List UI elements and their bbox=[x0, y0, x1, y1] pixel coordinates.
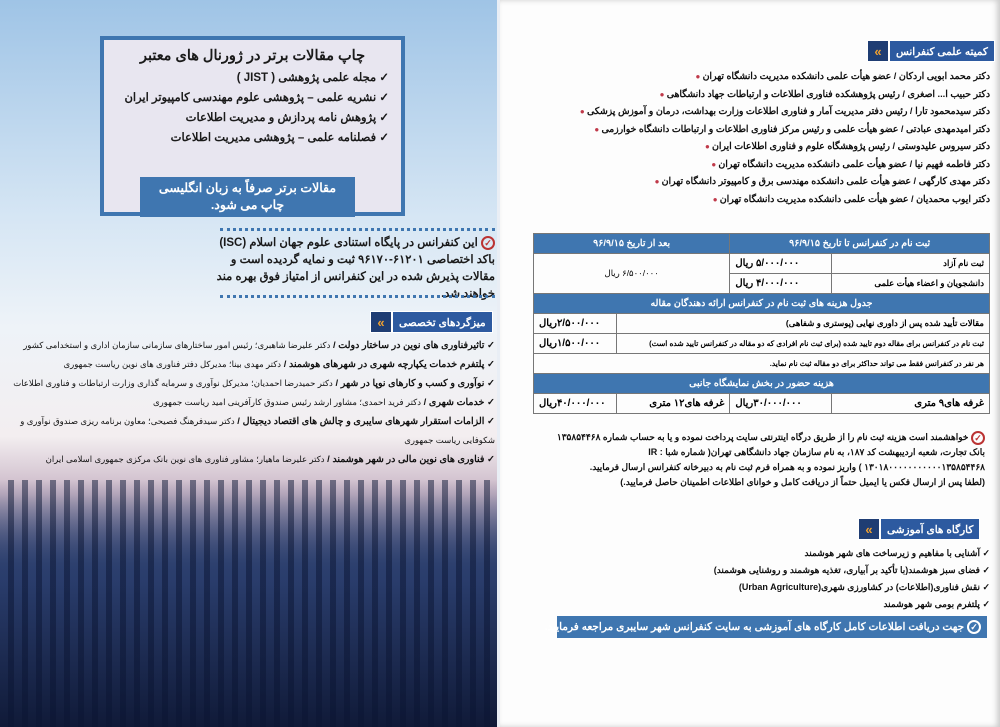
journal-item: ✓ فصلنامه علمی – پژوهشی مدیریت اطلاعات bbox=[116, 128, 389, 148]
committee-member: دکتر حبیب ا... اصغری / رئیس پژوهشکده فناوری اطلاعات و ارتباطات جهاد دانشگاهی ● bbox=[508, 86, 990, 104]
panel-item: ✓ خدمات شهری / دکتر فرید احمدی؛ مشاور ارشد رئیس صندوق کارآفرینی امید ریاست جمهوری bbox=[153, 397, 495, 408]
double-chevron-icon: « bbox=[867, 40, 889, 62]
isc-note-text: این کنفرانس در پایگاه استنادی علوم جهان اسلام (ISC) باکد اختصاصی ۶۱۲۰۱-۹۶۱۷۰ ثبت و نمایه گردیده است و مقالات پذیرش شده در این کنفرانس از امتیاز فوق بهره مند خواهند شد. bbox=[216, 237, 495, 300]
panel-item: ✓ فناوری های نوین مالی در شهر هوشمند / دکتر علیرضا ماهیار؛ مشاور فناوری های نوین بانک مرکزی جمهوری اسلامی ایران bbox=[45, 454, 495, 465]
city-skyline-image bbox=[0, 480, 497, 727]
free-label: ثبت نام آزاد bbox=[831, 254, 989, 274]
check-circle-icon: ✓ bbox=[481, 236, 495, 250]
workshop-item: ✓ فضای سبز هوشمند(با تأکید بر آبیاری، تغذیه هوشمند و روشنایی هوشمند) bbox=[560, 562, 990, 579]
committee-member: دکتر سیدمحمود تارا / رئیس دفتر مدیریت آمار و فناوری اطلاعات وزارت بهداشت، درمان و آموزش پزشکی ● bbox=[508, 103, 990, 121]
journal-item: ✓ مجله علمی پژوهشی ( JIST ) bbox=[116, 68, 389, 88]
check-circle-icon: ✓ bbox=[971, 431, 985, 445]
booth9-amount: ۳۰/۰۰۰/۰۰۰ریال bbox=[730, 394, 832, 414]
workshop-item: ✓ پلتفرم بومی شهر هوشمند bbox=[560, 596, 990, 613]
committee-member: دکتر امیدمهدی عبادتی / عضو هیأت علمی و رئیس مرکز فناوری اطلاعات و ارتباطات دانشگاه خوارزمی ● bbox=[508, 121, 990, 139]
double-chevron-icon: « bbox=[858, 518, 880, 540]
double-chevron-icon: « bbox=[370, 311, 392, 333]
left-page bbox=[0, 0, 497, 727]
booth12-amount: ۴۰/۰۰۰/۰۰۰ریال bbox=[534, 394, 617, 414]
student-amount: ۴/۰۰۰/۰۰۰ ریال bbox=[730, 274, 832, 294]
dotted-divider bbox=[220, 295, 495, 298]
second-amount: ۱/۵۰۰/۰۰۰ریال bbox=[534, 334, 617, 354]
authors-header: جدول هزینه های ثبت نام در کنفرانس ارائه دهندگان مقاله bbox=[534, 294, 990, 314]
committee-member: دکتر محمد ابویی اردکان / عضو هیأت علمی دانشکده مدیریت دانشگاه تهران ● bbox=[508, 68, 990, 86]
panels-list bbox=[5, 336, 495, 469]
panel-item: ✓ تاثیرفناوری های نوین در ساختار دولت / دکتر علیرضا شاهبری؛ رئیس امور ساختارهای سازمانی سازمان اداری و استخدامی کشور bbox=[23, 340, 495, 351]
workshop-item: ✓ نقش فناوری(اطلاعات) در کشاورزی شهری(Urban Agriculture) bbox=[560, 579, 990, 596]
panels-title: میزگردهای تخصصی bbox=[392, 311, 493, 333]
workshops-banner bbox=[544, 616, 987, 638]
committee-member: دکتر سیروس علیدوستی / رئیس پژوهشگاه علوم و فناوری اطلاعات ایران ● bbox=[508, 138, 990, 156]
payment-note bbox=[545, 430, 985, 490]
workshops-title: کارگاه های آموزشی bbox=[880, 518, 980, 540]
journal-item: ✓ پژوهش نامه پردازش و مدیریت اطلاعات bbox=[116, 108, 389, 128]
workshops-list bbox=[560, 545, 990, 613]
dotted-divider bbox=[220, 228, 495, 231]
journals-title: چاپ مقالات برتر در ژورنال های معتبر bbox=[139, 48, 366, 64]
student-label: دانشجویان و اعضاء هیأت علمی bbox=[831, 274, 989, 294]
panels-header bbox=[370, 311, 493, 333]
payment-text: خواهشمند است هزینه ثبت نام را از طریق درگاه اینترنتی سایت پرداخت نموده و یا به حساب شماره ۱۳۵۸۵۴۴۶۸ بانک تجارت، شعبه اردیبهشت کد ۱۸۷، به نام سازمان جهاد دانشگاهی تهران( شماره شبا : IR ۱۳۰۱۸۰۰۰۰۰۰۰۰۰۰۰۱۳۵۸۵۴۴۶۸ ) واریز نموده و به همراه فرم ثبت نام به دبیرخانه کنفرانس ارسال فرمایید. bbox=[556, 432, 985, 472]
workshops-header bbox=[858, 518, 980, 540]
second-label: ثبت نام در کنفرانس برای مقاله دوم تایید شده (برای ثبت نام افرادی که دو مقاله در کنفرانس تایید شده است) bbox=[617, 334, 990, 354]
workshop-item: ✓ آشنایی با مفاهیم و زیرساخت های شهر هوشمند bbox=[560, 545, 990, 562]
accepted-amount: ۲/۵۰۰/۰۰۰ریال bbox=[534, 314, 617, 334]
panel-item: ✓ الزامات استقرار شهرهای سایبری و چالش های اقتصاد دیجیتال / دکتر سیدفرهنگ فصیحی؛ معاون برنامه ریزی صندوق نوآوری و شکوفایی ریاست جمهوری bbox=[20, 416, 495, 445]
committee-member: دکتر فاطمه فهیم نیا / عضو هیأت علمی دانشکده مدیریت دانشگاه تهران ● bbox=[508, 156, 990, 174]
committee-member: دکتر ایوب محمدیان / عضو هیأت علمی دانشکده مدیریت دانشگاه تهران ● bbox=[508, 191, 990, 209]
after-amount: ۶/۵۰۰/۰۰۰ ریال bbox=[534, 254, 730, 294]
fees-table bbox=[533, 233, 990, 414]
committee-member: دکتر مهدی کارگهی / عضو هیأت علمی دانشکده مهندسی برق و کامپیوتر دانشگاه تهران ● bbox=[508, 173, 990, 191]
committee-list bbox=[508, 68, 990, 208]
before-date-header: ثبت نام در کنفرانس تا تاریخ ۹۶/۹/۱۵ bbox=[730, 234, 990, 254]
panel-item: ✓ پلتفرم خدمات یکپارچه شهری در شهرهای هوشمند / دکتر مهدی بینا؛ مدیرکل دفتر فناوری های نوین ریاست جمهوری bbox=[63, 359, 495, 370]
journal-item: ✓ نشریه علمی – پژوهشی علوم مهندسی کامپیوتر ایران bbox=[116, 88, 389, 108]
free-amount: ۵/۰۰۰/۰۰۰ ریال bbox=[730, 254, 832, 274]
committee-title: کمیته علمی کنفرانس bbox=[889, 40, 995, 62]
after-date-header: بعد از تاریخ ۹۶/۹/۱۵ bbox=[534, 234, 730, 254]
isc-note bbox=[200, 235, 495, 303]
english-only-ribbon bbox=[140, 177, 355, 217]
booth12-label: غرفه های۱۲ متری bbox=[617, 394, 730, 414]
committee-header bbox=[867, 40, 995, 62]
check-circle-icon: ✓ bbox=[967, 620, 981, 634]
banner-text: جهت دریافت اطلاعات کامل کارگاه های آموزشی به سایت کنفرانس شهر سایبری مراجعه فرمایید. bbox=[544, 621, 965, 633]
accepted-label: مقالات تأیید شده پس از داوری نهایی (پوستری و شفاهی) bbox=[617, 314, 990, 334]
payment-footnote: (لطفا پس از ارسال فکس یا ایمیل حتماً از دریافت کامل و خوانای اطلاعات اطمینان حاصل فرمایید.) bbox=[620, 477, 985, 487]
limit-note: هر نفر در کنفرانس فقط می تواند حداکثر برای دو مقاله ثبت نام نماید. bbox=[534, 354, 990, 374]
booth9-label: غرفه های۹ متری bbox=[831, 394, 989, 414]
panel-item: ✓ نوآوری و کسب و کارهای نوپا در شهر / دکتر حمیدرضا احمدیان؛ مدیرکل نوآوری و سرمایه گذاری وزارت ارتباطات و فناوری اطلاعات bbox=[13, 378, 495, 389]
ribbon-line: چاپ می شود. bbox=[210, 198, 285, 212]
booth-header: هزینه حضور در بخش نمایشگاه جانبی bbox=[534, 374, 990, 394]
ribbon-line: مقالات برتر صرفاً به زبان انگلیسی bbox=[158, 181, 337, 195]
